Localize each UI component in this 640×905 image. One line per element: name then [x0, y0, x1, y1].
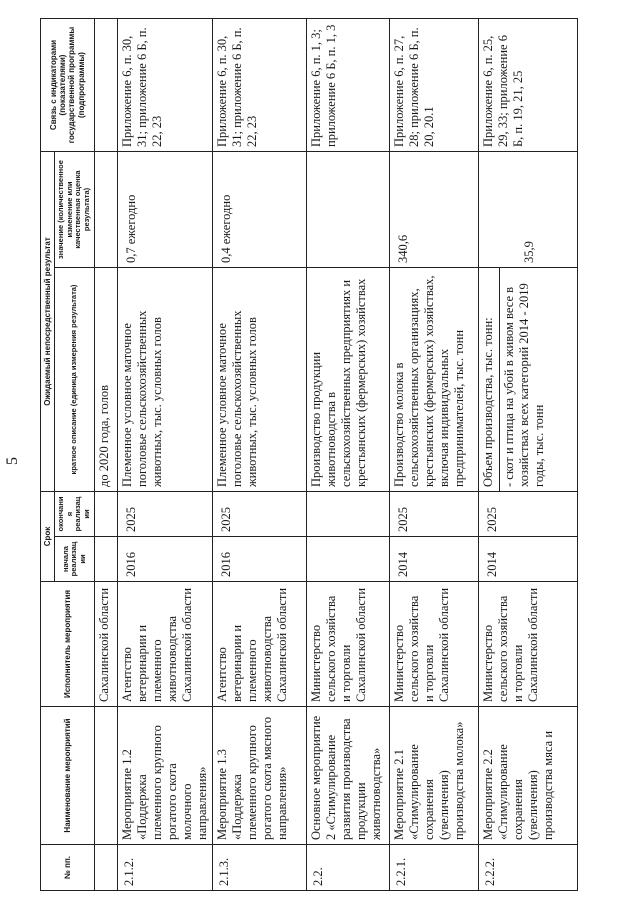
- cell-end: 2025: [478, 492, 577, 537]
- header-short-desc: краткое описание (единица измерения результата): [55, 268, 95, 492]
- header-link: Связь с индикаторами (показателями) государственной программы (подпрограммы): [41, 19, 95, 152]
- cell-link: Приложение 6, п. 30, 31; приложение 6 Б, п. 22, 23: [117, 19, 212, 152]
- cell-result: Племенное условное маточное поголовье сельскохозяйственных животных, тыс. условных голов: [212, 268, 306, 492]
- cell-num: 2.2.: [306, 845, 389, 891]
- header-value: значение (количественное изменение или качественная оценка результата): [55, 152, 95, 268]
- cell-end: 2025: [389, 492, 478, 537]
- header-name: Наименование мероприятий: [41, 707, 95, 845]
- cell-result: [478, 268, 577, 492]
- cell-result: Племенное условное маточное поголовье сельскохозяйственных животных, тыс. условных голов: [117, 268, 212, 492]
- cell-name: Мероприятие 2.1 «Стимулирование сохранения (увеличения) производства молока»: [389, 707, 478, 845]
- cell-link: Приложение 6, п. 27, 28; приложение 6 Б, п. 20, 20.1: [389, 19, 478, 152]
- table-row: [389, 19, 478, 891]
- cell-name: Основное мероприятие 2 «Стимулирование развития производства продукции животноводства»: [306, 707, 389, 845]
- cell-num: 2.1.3.: [212, 845, 306, 891]
- cell-name: Мероприятие 1.3 «Поддержка племенного крупного рогатого скота мясного направления»: [212, 707, 306, 845]
- cell-name: Мероприятие 1.2 «Поддержка племенного крупного рогатого скота молочного направления»: [117, 707, 212, 845]
- cell-value: 0,4 ежегодно: [212, 152, 306, 268]
- cell-link: Приложение 6, п. 30, 31; приложение 6 Б, п. 22, 23: [212, 19, 306, 152]
- continuation-row: [94, 19, 117, 891]
- cell-value: 0,7 ежегодно: [117, 152, 212, 268]
- cell-executor: Министерство сельского хозяйства и торговли Сахалинской области: [478, 582, 577, 707]
- header-start: начала реализации: [55, 537, 95, 582]
- header-executor: Исполнитель мероприятия: [41, 582, 95, 707]
- cell-link: Приложение 6, п. 1, 3; приложение 6 Б, п. 1, 3: [306, 19, 389, 152]
- cell-num: 2.1.2.: [117, 845, 212, 891]
- table-row: [478, 19, 577, 891]
- cell-executor: Министерство сельского хозяйства и торговли Сахалинской области: [306, 582, 389, 707]
- cell-value: [306, 152, 389, 268]
- cell-value: 340,6: [389, 152, 478, 268]
- cell-end: 2025: [117, 492, 212, 537]
- cell-end: 2025: [212, 492, 306, 537]
- header-end: окончания реализации: [55, 492, 95, 537]
- cell-executor: Агентство ветеринарии и племенного животноводства Сахалинской области: [212, 582, 306, 707]
- program-table: [40, 18, 578, 891]
- table-header: [41, 19, 95, 891]
- table-row: [117, 19, 212, 891]
- cell-num: 2.2.1.: [389, 845, 478, 891]
- cell-num: 2.2.2.: [478, 845, 577, 891]
- cell-value: [478, 152, 577, 268]
- cell-link: Приложение 6, п. 25, 29, 33; приложение 6 Б, п. 19, 21, 25: [478, 19, 577, 152]
- cell-executor: Сахалинской области: [94, 582, 117, 707]
- header-term: Срок: [41, 492, 55, 582]
- cell-result: Производство продукции животноводства в сельскохозяйственных предприятиях и крестьянских (фермерских) хозяйствах: [306, 268, 389, 492]
- cell-name: Мероприятие 2.2 «Стимулирование сохранения (увеличения) производства мяса и: [478, 707, 577, 845]
- cell-executor: Министерство сельского хозяйства и торговли Сахалинской области: [389, 582, 478, 707]
- cell-result: Производство молока в сельскохозяйственных организациях, крестьянских (фермерских) хозяйствах, включая индивидуальных предпринимателей, тыс. тонн: [389, 268, 478, 492]
- header-expected: Ожидаемый непосредственный результат: [41, 152, 55, 492]
- cell-start: [306, 537, 389, 582]
- cell-start: 2016: [212, 537, 306, 582]
- result-divider: [499, 268, 500, 491]
- result-line: - скот и птица на убой в живом весе в хозяйствах всех категорий 2014 - 2019 годы, тыс. тонн: [501, 283, 546, 487]
- cell-end: [306, 492, 389, 537]
- result-title: Объем производства, тыс. тонн:: [480, 317, 495, 487]
- cell-start: 2014: [478, 537, 577, 582]
- page-number: 5: [4, 457, 21, 465]
- cell-executor: Агентство ветеринарии и племенного животноводства Сахалинской области: [117, 582, 212, 707]
- cell-start: 2014: [389, 537, 478, 582]
- cell-start: 2016: [117, 537, 212, 582]
- table-row: [306, 19, 389, 891]
- header-num: № пп.: [41, 845, 95, 891]
- cell-value-text: 35,9: [521, 241, 536, 263]
- cell-result: до 2020 года, голов: [94, 268, 117, 492]
- table-row: [212, 19, 306, 891]
